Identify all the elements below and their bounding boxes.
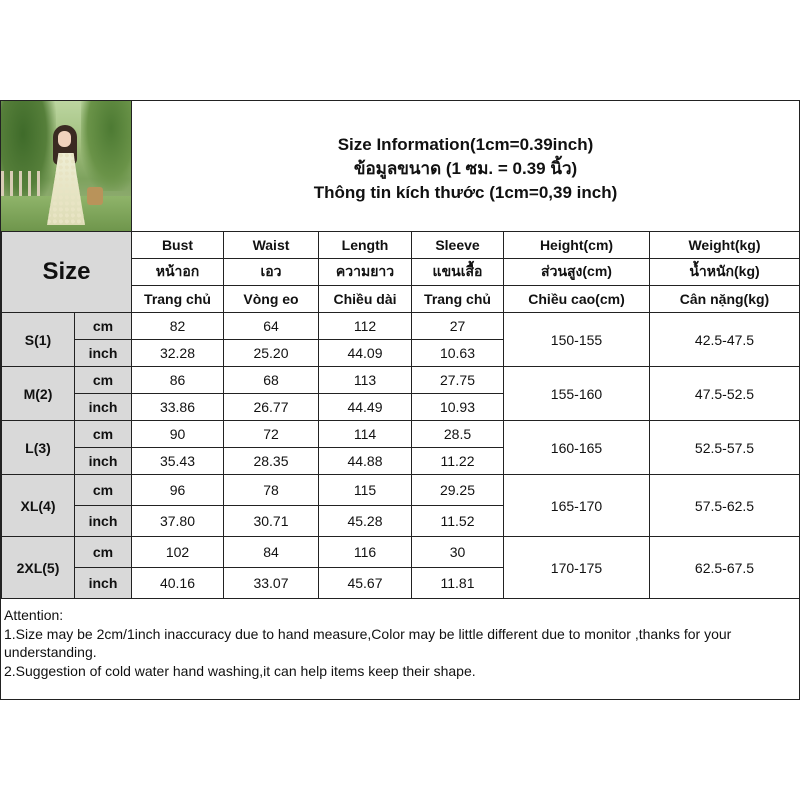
unit-label: cm bbox=[75, 537, 132, 568]
size-row-cm bbox=[2, 537, 800, 568]
weight-range-cell: 62.5-67.5 bbox=[650, 537, 800, 599]
measurement-cell: 116 bbox=[319, 537, 412, 568]
column-header-th: น้ำหนัก(kg) bbox=[650, 259, 800, 286]
column-header-vi: Cân nặng(kg) bbox=[650, 286, 800, 313]
unit-label: inch bbox=[75, 506, 132, 537]
measurement-cell: 64 bbox=[224, 313, 319, 340]
height-range-cell: 155-160 bbox=[504, 367, 650, 421]
measurement-cell: 27.75 bbox=[412, 367, 504, 394]
size-information-title bbox=[132, 101, 799, 231]
unit-label: cm bbox=[75, 313, 132, 340]
title-thai: ข้อมูลขนาด (1 ซม. = 0.39 นิ้ว) bbox=[353, 159, 578, 178]
size-label: S(1) bbox=[2, 313, 75, 367]
measurement-cell: 102 bbox=[132, 537, 224, 568]
measurement-cell: 37.80 bbox=[132, 506, 224, 537]
size-label: M(2) bbox=[2, 367, 75, 421]
measurement-cell: 30 bbox=[412, 537, 504, 568]
measurement-cell: 33.86 bbox=[132, 394, 224, 421]
measurement-cell: 11.52 bbox=[412, 506, 504, 537]
size-label: XL(4) bbox=[2, 475, 75, 537]
column-header-th: ส่วนสูง(cm) bbox=[504, 259, 650, 286]
column-header-en: Sleeve bbox=[412, 232, 504, 259]
measurement-cell: 27 bbox=[412, 313, 504, 340]
column-header-en: Bust bbox=[132, 232, 224, 259]
measurement-cell: 68 bbox=[224, 367, 319, 394]
height-range-cell: 160-165 bbox=[504, 421, 650, 475]
measurement-cell: 26.77 bbox=[224, 394, 319, 421]
attention-note-1: 1.Size may be 2cm/1inch inaccuracy due to hand measure,Color may be little different due to monitor ,thanks for your understanding. bbox=[4, 625, 732, 660]
title-english: Size Information(1cm=0.39inch) bbox=[337, 135, 594, 154]
column-header-en: Weight(kg) bbox=[650, 232, 800, 259]
measurement-cell: 78 bbox=[224, 475, 319, 506]
header-row-en bbox=[2, 232, 800, 259]
measurement-cell: 11.22 bbox=[412, 448, 504, 475]
column-header-vi: Trang chủ bbox=[132, 286, 224, 313]
column-header-vi: Vòng eo bbox=[224, 286, 319, 313]
measurement-cell: 45.28 bbox=[319, 506, 412, 537]
size-label: 2XL(5) bbox=[2, 537, 75, 599]
column-header-en: Waist bbox=[224, 232, 319, 259]
unit-label: cm bbox=[75, 475, 132, 506]
weight-range-cell: 57.5-62.5 bbox=[650, 475, 800, 537]
measurement-cell: 90 bbox=[132, 421, 224, 448]
column-header-vi: Chiều dài bbox=[319, 286, 412, 313]
height-range-cell: 165-170 bbox=[504, 475, 650, 537]
measurement-cell: 40.16 bbox=[132, 568, 224, 599]
measurement-cell: 25.20 bbox=[224, 340, 319, 367]
column-header-th: ความยาว bbox=[319, 259, 412, 286]
size-table bbox=[1, 231, 800, 599]
unit-label: cm bbox=[75, 367, 132, 394]
attention-notes bbox=[4, 606, 794, 680]
measurement-cell: 10.63 bbox=[412, 340, 504, 367]
unit-label: inch bbox=[75, 448, 132, 475]
measurement-cell: 32.28 bbox=[132, 340, 224, 367]
column-header-th: เอว bbox=[224, 259, 319, 286]
measurement-cell: 113 bbox=[319, 367, 412, 394]
title-vietnamese: Thông tin kích thước (1cm=0,39 inch) bbox=[313, 183, 618, 202]
size-column-title: Size bbox=[2, 232, 132, 313]
measurement-cell: 44.88 bbox=[319, 448, 412, 475]
size-chart bbox=[0, 100, 800, 700]
measurement-cell: 114 bbox=[319, 421, 412, 448]
measurement-cell: 45.67 bbox=[319, 568, 412, 599]
size-row-cm bbox=[2, 313, 800, 340]
attention-note-2: 2.Suggestion of cold water hand washing,it can help items keep their shape. bbox=[4, 662, 476, 679]
column-header-vi: Trang chủ bbox=[412, 286, 504, 313]
size-row-cm bbox=[2, 367, 800, 394]
size-label: L(3) bbox=[2, 421, 75, 475]
height-range-cell: 150-155 bbox=[504, 313, 650, 367]
weight-range-cell: 42.5-47.5 bbox=[650, 313, 800, 367]
weight-range-cell: 47.5-52.5 bbox=[650, 367, 800, 421]
measurement-cell: 11.81 bbox=[412, 568, 504, 599]
column-header-en: Length bbox=[319, 232, 412, 259]
chart-header bbox=[1, 101, 799, 232]
measurement-cell: 35.43 bbox=[132, 448, 224, 475]
measurement-cell: 30.71 bbox=[224, 506, 319, 537]
unit-label: inch bbox=[75, 340, 132, 367]
measurement-cell: 96 bbox=[132, 475, 224, 506]
size-row-cm bbox=[2, 421, 800, 448]
measurement-cell: 44.09 bbox=[319, 340, 412, 367]
unit-label: inch bbox=[75, 568, 132, 599]
weight-range-cell: 52.5-57.5 bbox=[650, 421, 800, 475]
size-row-cm bbox=[2, 475, 800, 506]
measurement-cell: 33.07 bbox=[224, 568, 319, 599]
column-header-vi: Chiều cao(cm) bbox=[504, 286, 650, 313]
measurement-cell: 10.93 bbox=[412, 394, 504, 421]
height-range-cell: 170-175 bbox=[504, 537, 650, 599]
unit-label: inch bbox=[75, 394, 132, 421]
measurement-cell: 28.35 bbox=[224, 448, 319, 475]
unit-label: cm bbox=[75, 421, 132, 448]
measurement-cell: 84 bbox=[224, 537, 319, 568]
product-photo bbox=[1, 101, 132, 231]
measurement-cell: 115 bbox=[319, 475, 412, 506]
measurement-cell: 86 bbox=[132, 367, 224, 394]
measurement-cell: 112 bbox=[319, 313, 412, 340]
attention-heading: Attention: bbox=[4, 607, 64, 623]
measurement-cell: 82 bbox=[132, 313, 224, 340]
measurement-cell: 44.49 bbox=[319, 394, 412, 421]
column-header-th: หน้าอก bbox=[132, 259, 224, 286]
column-header-en: Height(cm) bbox=[504, 232, 650, 259]
measurement-cell: 72 bbox=[224, 421, 319, 448]
column-header-th: แขนเสื้อ bbox=[412, 259, 504, 286]
measurement-cell: 28.5 bbox=[412, 421, 504, 448]
measurement-cell: 29.25 bbox=[412, 475, 504, 506]
